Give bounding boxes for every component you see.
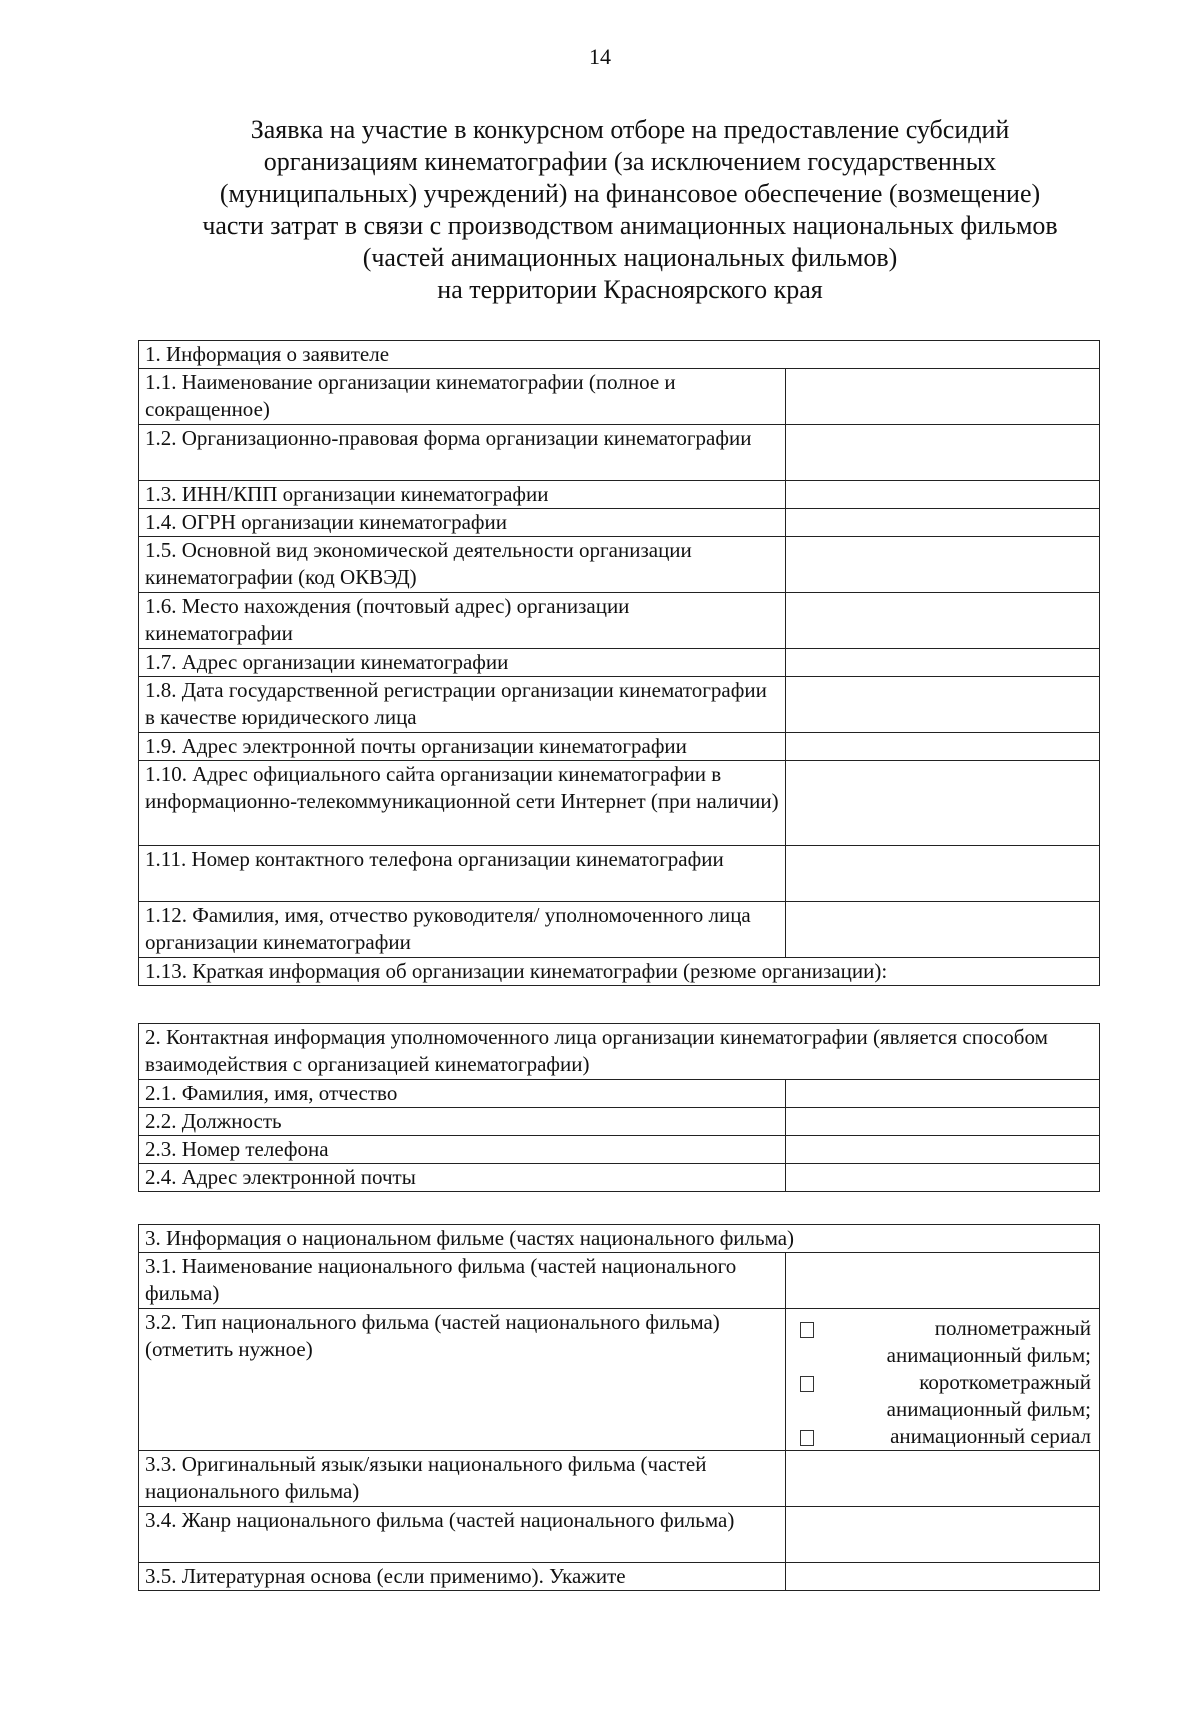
document-title xyxy=(100,114,1160,306)
film-type-option[interactable] xyxy=(792,1315,1093,1369)
field-label: 1.10. Адрес официального сайта организации кинематографии в информационно-телекоммуникационной сети Интернет (при наличии) xyxy=(139,761,786,846)
field-label: 3.1. Наименование национального фильма (частей национального фильма) xyxy=(139,1253,786,1309)
literary-basis-field[interactable] xyxy=(786,1563,1100,1591)
film-language-field[interactable] xyxy=(786,1451,1100,1507)
film-type-option[interactable] xyxy=(792,1423,1093,1450)
contact-email-field[interactable] xyxy=(786,1164,1100,1192)
checkbox[interactable] xyxy=(800,1376,814,1392)
contact-info-table xyxy=(138,1023,1100,1192)
org-summary-field[interactable]: 1.13. Краткая информация об организации кинематографии (резюме организации): xyxy=(139,958,1100,986)
applicant-info-table xyxy=(138,340,1100,986)
film-title-field[interactable] xyxy=(786,1253,1100,1309)
film-type-options xyxy=(786,1309,1100,1451)
org-phone-field[interactable] xyxy=(786,846,1100,902)
inn-kpp-field[interactable] xyxy=(786,481,1100,509)
title-line: (частей анимационных национальных фильмов) xyxy=(362,243,898,272)
field-label: 1.7. Адрес организации кинематографии xyxy=(139,649,786,677)
field-label: 1.12. Фамилия, имя, отчество руководителя/ уполномоченного лица организации кинематографии xyxy=(139,902,786,958)
option-label: анимационный сериал xyxy=(890,1424,1091,1448)
contact-position-field[interactable] xyxy=(786,1108,1100,1136)
registration-date-field[interactable] xyxy=(786,677,1100,733)
ogrn-field[interactable] xyxy=(786,509,1100,537)
field-label: 1.11. Номер контактного телефона организации кинематографии xyxy=(139,846,786,902)
contact-phone-field[interactable] xyxy=(786,1136,1100,1164)
option-label: короткометражный анимационный фильм; xyxy=(886,1370,1091,1421)
website-field[interactable] xyxy=(786,761,1100,846)
okved-field[interactable] xyxy=(786,537,1100,593)
director-name-field[interactable] xyxy=(786,902,1100,958)
field-label: 1.3. ИНН/КПП организации кинематографии xyxy=(139,481,786,509)
title-line: (муниципальных) учреждений) на финансовое обеспечение (возмещение) xyxy=(219,179,1041,208)
field-label: 3.3. Оригинальный язык/языки национального фильма (частей национального фильма) xyxy=(139,1451,786,1507)
org-name-field[interactable] xyxy=(786,369,1100,425)
field-label: 1.9. Адрес электронной почты организации кинематографии xyxy=(139,733,786,761)
field-label: 2.4. Адрес электронной почты xyxy=(139,1164,786,1192)
postal-address-field[interactable] xyxy=(786,593,1100,649)
section-header: 1. Информация о заявителе xyxy=(139,341,1100,369)
field-label: 2.1. Фамилия, имя, отчество xyxy=(139,1080,786,1108)
org-address-field[interactable] xyxy=(786,649,1100,677)
title-line: части затрат в связи с производством анимационных национальных фильмов xyxy=(202,211,1058,240)
title-line: организациям кинематографии (за исключением государственных xyxy=(263,147,997,176)
field-label: 3.5. Литературная основа (если применимо). Укажите xyxy=(139,1563,786,1591)
contact-name-field[interactable] xyxy=(786,1080,1100,1108)
field-label: 1.1. Наименование организации кинематографии (полное и сокращенное) xyxy=(139,369,786,425)
option-label: полнометражный анимационный фильм; xyxy=(886,1316,1091,1367)
field-label: 1.6. Место нахождения (почтовый адрес) организации кинематографии xyxy=(139,593,786,649)
field-label: 2.3. Номер телефона xyxy=(139,1136,786,1164)
page-number: 14 xyxy=(589,44,611,69)
field-label: 1.5. Основной вид экономической деятельности организации кинематографии (код ОКВЭД) xyxy=(139,537,786,593)
film-type-option[interactable] xyxy=(792,1369,1093,1423)
section-header: 2. Контактная информация уполномоченного лица организации кинематографии (является способом взаимодействия с организацией кинематографии) xyxy=(139,1024,1100,1080)
field-label: 1.2. Организационно-правовая форма организации кинематографии xyxy=(139,425,786,481)
field-label: 1.4. ОГРН организации кинематографии xyxy=(139,509,786,537)
checkbox[interactable] xyxy=(800,1430,814,1446)
field-label: 3.4. Жанр национального фильма (частей национального фильма) xyxy=(139,1507,786,1563)
field-label: 1.8. Дата государственной регистрации организации кинематографии в качестве юридического лица xyxy=(139,677,786,733)
field-label: 3.2. Тип национального фильма (частей национального фильма) (отметить нужное) xyxy=(139,1309,786,1451)
title-line: на территории Красноярского края xyxy=(437,275,823,304)
section-header: 3. Информация о национальном фильме (частях национального фильма) xyxy=(139,1225,1100,1253)
film-genre-field[interactable] xyxy=(786,1507,1100,1563)
film-info-table xyxy=(138,1224,1100,1591)
checkbox[interactable] xyxy=(800,1322,814,1338)
legal-form-field[interactable] xyxy=(786,425,1100,481)
org-email-field[interactable] xyxy=(786,733,1100,761)
title-line: Заявка на участие в конкурсном отборе на предоставление субсидий xyxy=(250,115,1010,144)
field-label: 2.2. Должность xyxy=(139,1108,786,1136)
